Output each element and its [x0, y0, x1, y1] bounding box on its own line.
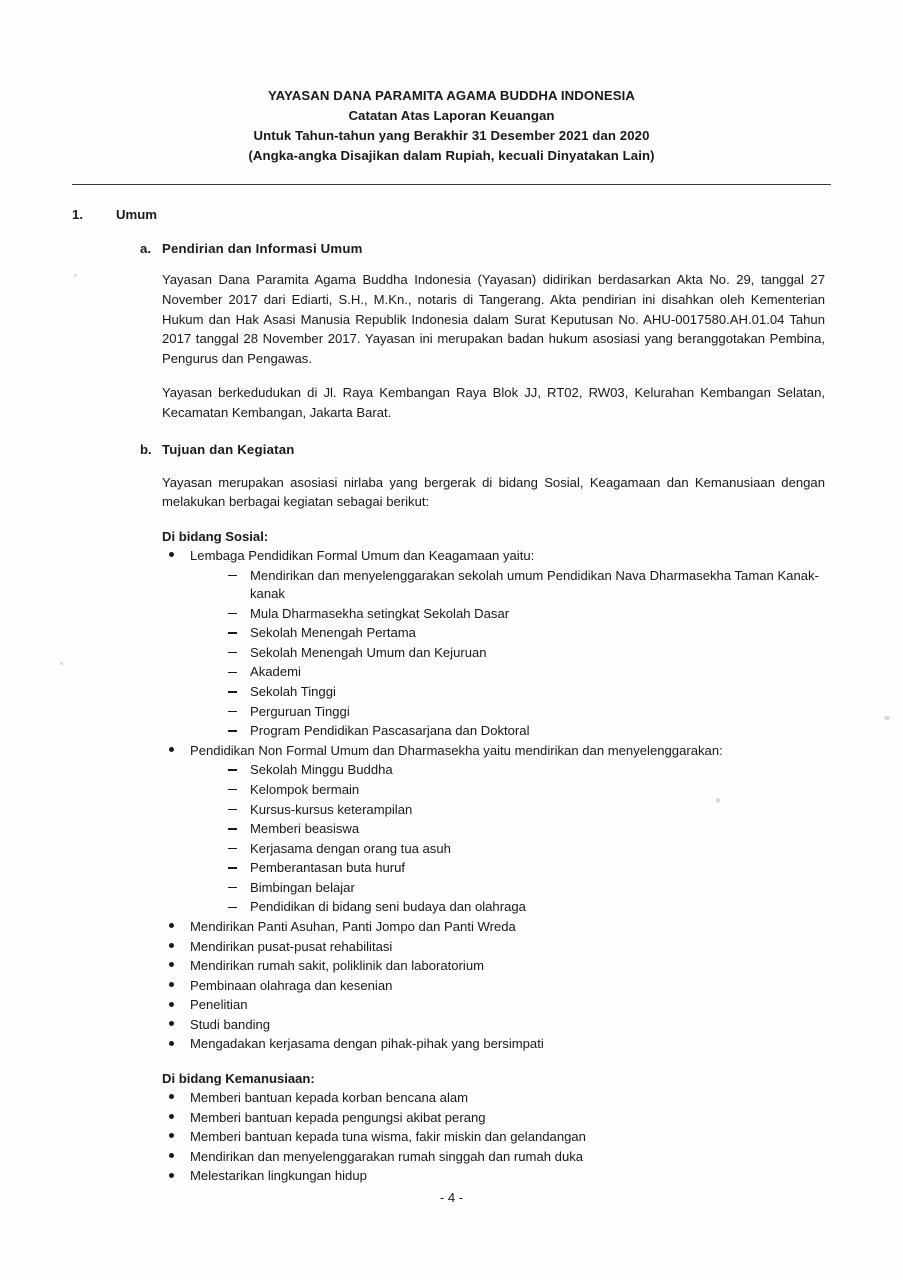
- subsection-b-lead: [72, 473, 831, 512]
- dash-icon: [228, 867, 237, 868]
- bullet-icon: [169, 923, 174, 928]
- list-item-label: Pembinaan olahraga dan kesenian: [190, 977, 393, 993]
- list-item: [162, 1016, 831, 1035]
- header-line-subtitle: Catatan Atas Laporan Keuangan: [348, 108, 555, 124]
- header-line-currency: (Angka-angka Disajikan dalam Rupiah, kecuali Dinyatakan Lain): [248, 148, 655, 164]
- list-item-label: Memberi bantuan kepada tuna wisma, fakir miskin dan gelandangan: [190, 1129, 586, 1145]
- list-item-label: Perguruan Tinggi: [250, 703, 350, 719]
- list-item: [222, 781, 831, 800]
- list-item-label: Bimbingan belajar: [250, 879, 355, 895]
- list-item: [222, 703, 831, 722]
- list-item: [222, 820, 831, 839]
- list-item-label: Kelompok bermain: [250, 781, 360, 797]
- list-item-label: Kursus-kursus keterampilan: [250, 801, 413, 817]
- dash-icon: [228, 672, 237, 673]
- bullet-icon: [169, 1041, 174, 1046]
- bullet-icon: [169, 1153, 174, 1158]
- heading-bidang-sosial: Di bidang Sosial:: [162, 529, 269, 545]
- list-bidang-sosial: [72, 547, 831, 1054]
- subsection-a-title: Pendirian dan Informasi Umum: [162, 241, 363, 257]
- subsection-b: [72, 442, 831, 457]
- list-item-label: Mendirikan dan menyelenggarakan rumah singgah dan rumah duka: [190, 1148, 584, 1164]
- list-item: [222, 663, 831, 682]
- heading-bidang-kemanusiaan: Di bidang Kemanusiaan:: [162, 1071, 315, 1087]
- paragraph-tujuan-lead: Yayasan merupakan asosiasi nirlaba yang bergerak di bidang Sosial, Keagamaan dan Kemanusiaan dengan melakukan berbagai kegiatan sebagai berikut:: [162, 474, 825, 510]
- list-item: [162, 996, 831, 1015]
- subsection-a-heading-row: [140, 241, 831, 256]
- bullet-icon: [169, 1002, 174, 1007]
- header-divider: [72, 184, 831, 185]
- list-item: [162, 918, 831, 937]
- list-item-label: Akademi: [250, 664, 301, 680]
- subsection-b-letter: b.: [140, 441, 152, 457]
- list-bidang-kemanusiaan: [72, 1089, 831, 1186]
- list-item: [162, 977, 831, 996]
- bullet-icon: [169, 943, 174, 948]
- list-item: [162, 1167, 831, 1186]
- list-item: [162, 1089, 831, 1108]
- dash-icon: [228, 848, 237, 849]
- dash-icon: [228, 711, 237, 712]
- list-item-label: Mula Dharmasekha setingkat Sekolah Dasar: [250, 605, 510, 621]
- dash-icon: [228, 828, 237, 829]
- list-item: [162, 1148, 831, 1167]
- list-item-label: Memberi beasiswa: [250, 821, 360, 837]
- list-item-label: Mendirikan dan menyelenggarakan sekolah umum Pendidikan Nava Dharmasekha Taman Kanak-kanak: [250, 567, 819, 602]
- document-header: [72, 86, 831, 166]
- bullet-icon: [169, 1133, 174, 1138]
- subsection-a: [72, 241, 831, 256]
- dash-icon: [228, 789, 237, 790]
- list-item: [222, 567, 831, 604]
- list-item: [162, 1109, 831, 1128]
- bullet-icon: [169, 747, 174, 752]
- subsection-b-heading-row: [140, 442, 831, 457]
- list-item-label: Melestarikan lingkungan hidup: [190, 1168, 367, 1184]
- list-item: [222, 801, 831, 820]
- list-item-label: Penelitian: [190, 997, 248, 1013]
- list-item: [162, 1035, 831, 1054]
- list-item: [222, 722, 831, 741]
- subsection-a-letter: a.: [140, 241, 151, 257]
- section-number: 1.: [72, 207, 83, 223]
- paragraph-kedudukan: Yayasan berkedudukan di Jl. Raya Kembangan Raya Blok JJ, RT02, RW03, Kelurahan Kembangan Selatan, Kecamatan Kembangan, Jakarta Barat.: [162, 385, 825, 421]
- bullet-icon: [169, 962, 174, 967]
- list-item: [162, 742, 831, 917]
- dash-icon: [228, 730, 237, 731]
- list-item-label: Pendidikan Non Formal Umum dan Dharmasekha yaitu mendirikan dan menyelenggarakan:: [190, 742, 723, 758]
- list-item-label: Mendirikan Panti Asuhan, Panti Jompo dan Panti Wreda: [190, 919, 516, 934]
- section-title: Umum: [116, 207, 158, 223]
- list-item-label: Mengadakan kerjasama dengan pihak-pihak yang bersimpati: [190, 1036, 544, 1052]
- list-item: [162, 938, 831, 957]
- section-heading-row: [72, 207, 831, 222]
- list-item-label: Mendirikan pusat-pusat rehabilitasi: [190, 938, 393, 954]
- section-umum: [72, 207, 831, 222]
- list-item-label: Memberi bantuan kepada korban bencana alam: [190, 1090, 469, 1106]
- list-item-label: Program Pendidikan Pascasarjana dan Doktoral: [250, 723, 530, 739]
- subsection-a-body: [72, 270, 831, 422]
- list-item: [222, 859, 831, 878]
- sublist-pendidikan-formal: [190, 567, 831, 741]
- dash-icon: [228, 575, 237, 576]
- paragraph-pendirian: Yayasan Dana Paramita Agama Buddha Indonesia (Yayasan) didirikan berdasarkan Akta No. 29, tanggal 27 November 2017 dari Ediarti, S.H., M.Kn., notaris di Tangerang. Akta pendirian ini disahkan oleh Kementerian Hukum dan Hak Asasi Manusia Republik Indonesia dalam Surat Keputusan No. AHU-0017580.AH.01.04 Tahun 2017 tanggal 28 November 2017. Yayasan ini merupakan badan hukum asosiasi yang beranggotakan Pembina, Pengurus dan Pengawas.: [162, 272, 825, 366]
- list-item-label: Pendidikan di bidang seni budaya dan olahraga: [250, 899, 526, 915]
- sublist-pendidikan-non-formal: [190, 761, 831, 917]
- list-item: [222, 644, 831, 663]
- subsection-b-title: Tujuan dan Kegiatan: [162, 441, 295, 457]
- list-item: [222, 840, 831, 859]
- dash-icon: [228, 907, 237, 908]
- dash-icon: [228, 632, 237, 633]
- dash-icon: [228, 691, 237, 692]
- bullet-icon: [169, 1173, 174, 1178]
- bullet-icon: [169, 1114, 174, 1119]
- list-item: [162, 1128, 831, 1147]
- list-item: [222, 683, 831, 702]
- bullet-icon: [169, 1094, 174, 1099]
- list-item-label: Memberi bantuan kepada pengungsi akibat perang: [190, 1109, 486, 1125]
- list-item-label: Sekolah Minggu Buddha: [250, 762, 393, 778]
- bullet-icon: [169, 552, 174, 557]
- page-number: - 4 -: [439, 1190, 464, 1205]
- list-item: [222, 898, 831, 917]
- list-item-label: Pemberantasan buta huruf: [250, 860, 406, 876]
- dash-icon: [228, 769, 237, 770]
- list-item-label: Studi banding: [190, 1016, 271, 1032]
- list-item: [222, 605, 831, 624]
- dash-icon: [228, 887, 237, 888]
- list-item-label: Sekolah Tinggi: [250, 684, 336, 700]
- list-item: [162, 547, 831, 741]
- list-item: [162, 957, 831, 976]
- list-item-label: Lembaga Pendidikan Formal Umum dan Keagamaan yaitu:: [190, 548, 535, 564]
- bullet-icon: [169, 1021, 174, 1026]
- list-item: [222, 624, 831, 643]
- list-item-label: Sekolah Menengah Pertama: [250, 625, 416, 641]
- dash-icon: [228, 809, 237, 810]
- header-line-organization: YAYASAN DANA PARAMITA AGAMA BUDDHA INDONESIA: [267, 88, 636, 103]
- dash-icon: [228, 613, 237, 614]
- list-item-label: Sekolah Menengah Umum dan Kejuruan: [250, 644, 487, 660]
- bullet-icon: [169, 982, 174, 987]
- header-line-period: Untuk Tahun-tahun yang Berakhir 31 Desember 2021 dan 2020: [253, 128, 650, 144]
- dash-icon: [228, 652, 237, 653]
- list-item-label: Mendirikan rumah sakit, poliklinik dan laboratorium: [190, 958, 485, 974]
- list-item: [222, 761, 831, 780]
- list-item-label: Kerjasama dengan orang tua asuh: [250, 840, 451, 856]
- list-item: [222, 879, 831, 898]
